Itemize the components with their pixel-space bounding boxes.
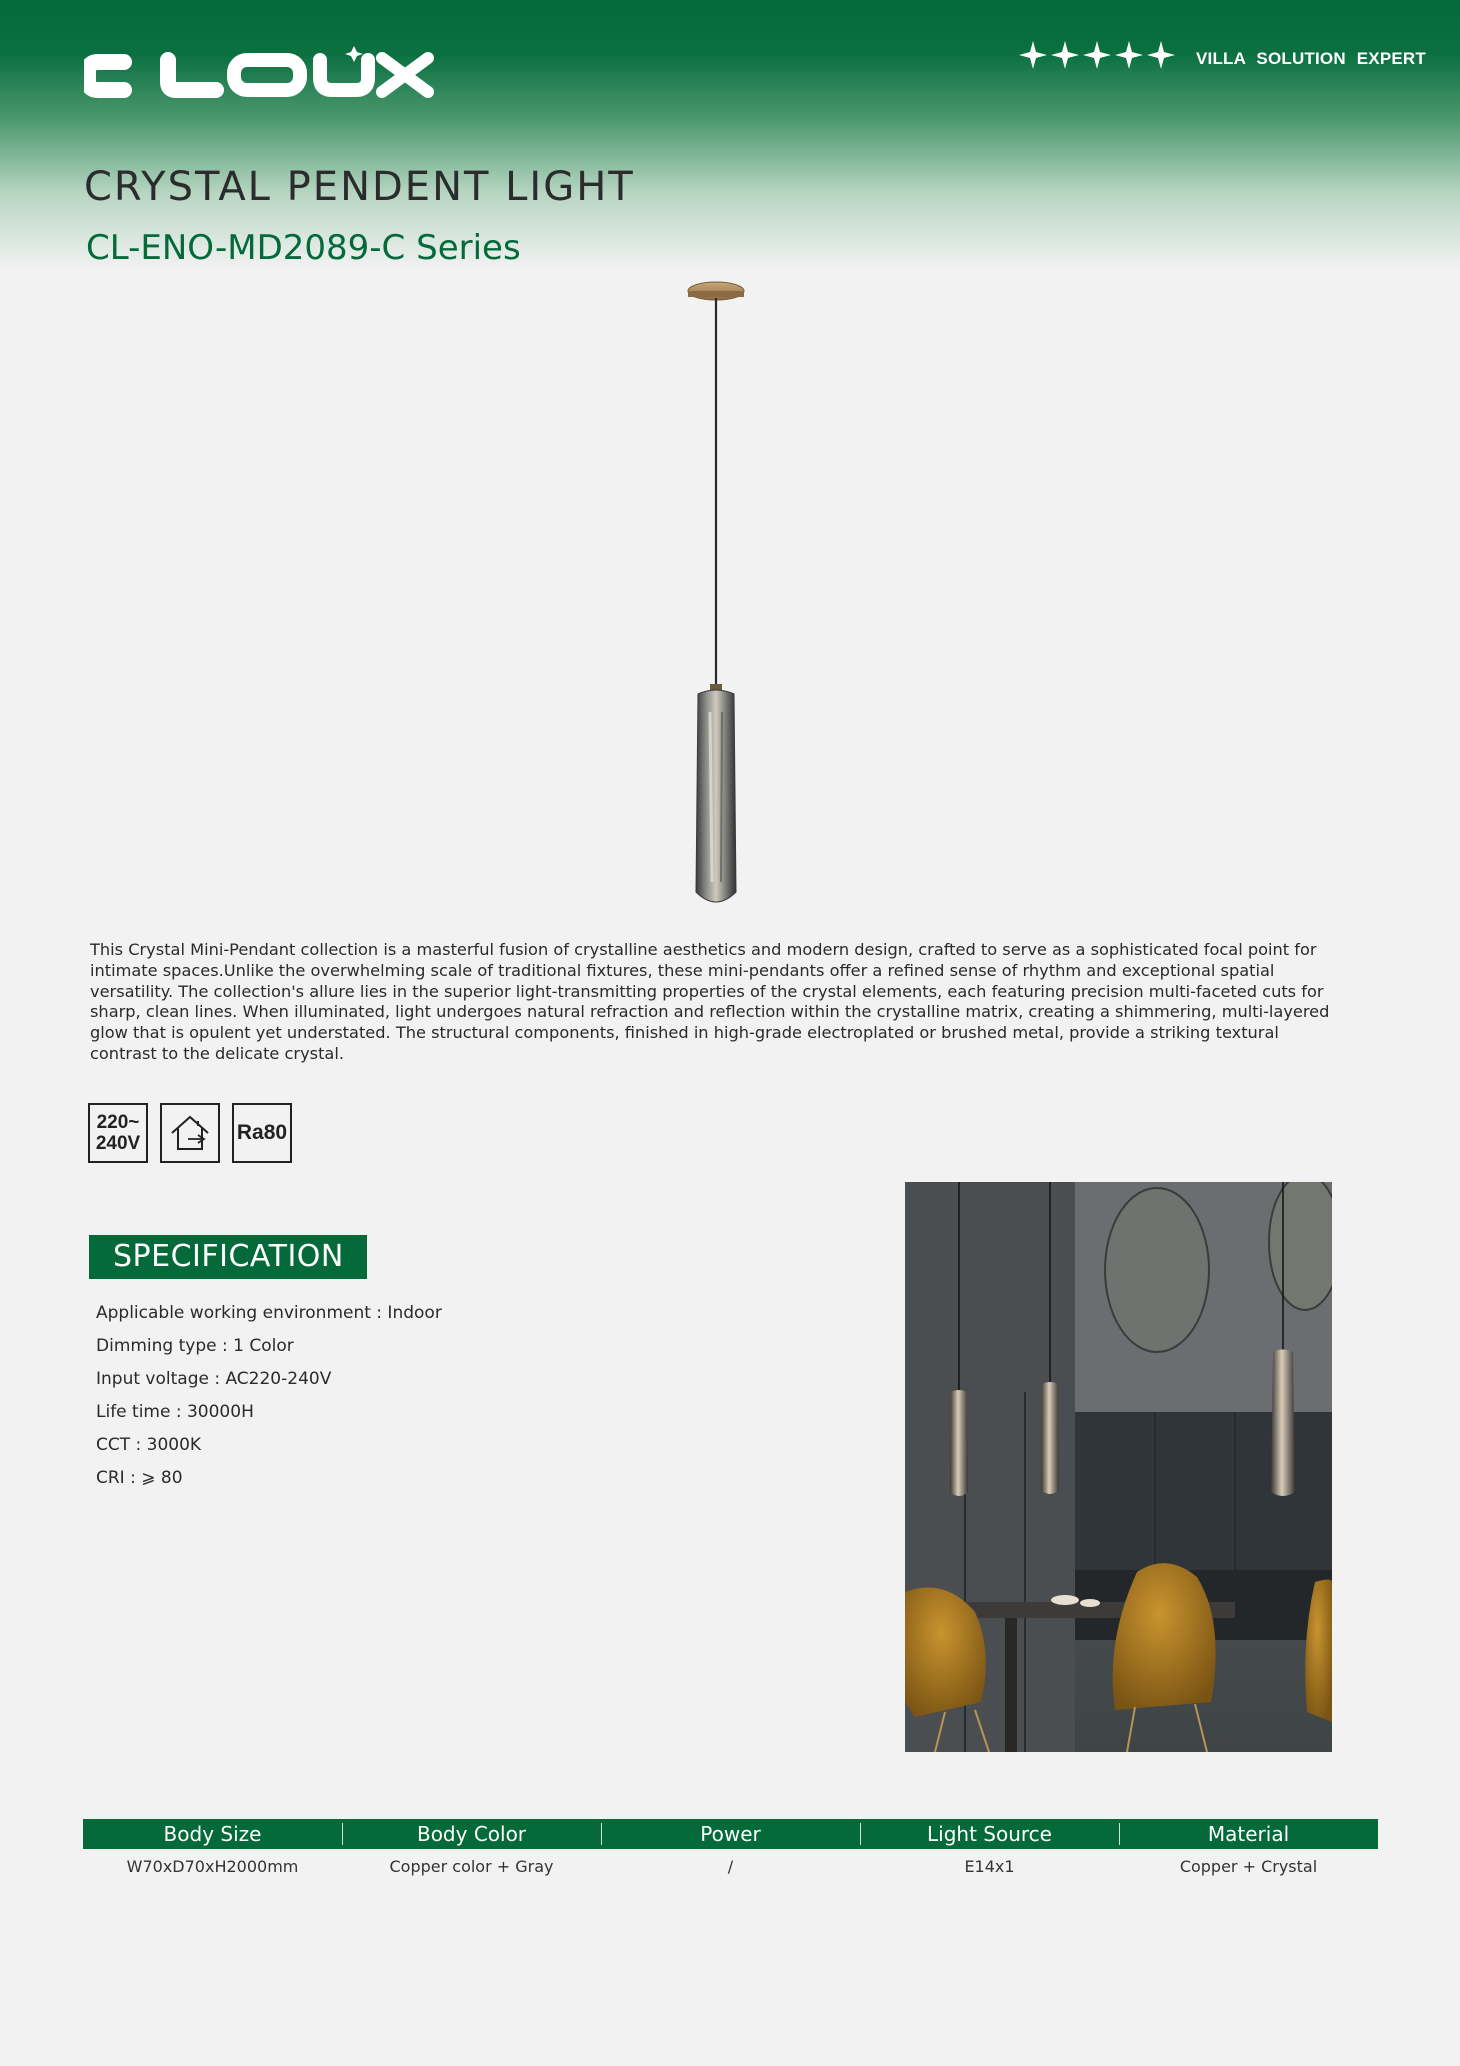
scene-photo bbox=[905, 1182, 1332, 1752]
brand-logo bbox=[84, 46, 436, 102]
star-icon bbox=[1114, 40, 1144, 70]
voltage-badge-line2: 240V bbox=[95, 1133, 141, 1154]
table-header-body-color: Body Color bbox=[342, 1819, 601, 1849]
table-header-power: Power bbox=[601, 1819, 860, 1849]
table-cell-material: Copper + Crystal bbox=[1179, 1857, 1318, 1876]
spec-item-cct: CCT : 3000K bbox=[96, 1435, 202, 1455]
table-header-light-source: Light Source bbox=[860, 1819, 1119, 1849]
table-row bbox=[83, 1849, 1378, 1885]
star-icon bbox=[1146, 40, 1176, 70]
spec-item-voltage: Input voltage : AC220-240V bbox=[96, 1369, 332, 1389]
table-cell-body-size: W70xD70xH2000mm bbox=[126, 1857, 299, 1876]
spec-table bbox=[83, 1819, 1378, 1885]
specification-heading: SPECIFICATION bbox=[89, 1235, 367, 1279]
spec-item-dimming: Dimming type : 1 Color bbox=[96, 1336, 294, 1356]
house-icon bbox=[168, 1113, 212, 1153]
rating-stars bbox=[1018, 40, 1176, 70]
voltage-badge-line1: 220~ bbox=[96, 1112, 140, 1133]
table-header-material: Material bbox=[1119, 1819, 1378, 1849]
product-title: CRYSTAL PENDENT LIGHT bbox=[84, 164, 635, 210]
brand-tagline: VILLA SOLUTION EXPERT bbox=[1196, 49, 1426, 68]
spec-item-environment: Applicable working environment : Indoor bbox=[96, 1303, 442, 1323]
spec-item-cri: CRI : ⩾ 80 bbox=[96, 1468, 183, 1488]
product-description: This Crystal Mini-Pendant collection is a masterful fusion of crystalline aesthetics and modern design, crafted to serve as a sophisticated focal point for intimate spaces.Unlike the overwhelming scale of traditional fixtures, these mini-pendants offer a refined sense of rhythm and exceptional spatial versatility. The collection's allure lies in the superior light-transmitting properties of the crystal elements, each featuring precision multi-faceted cuts for sharp, clean lines. When illuminated, light undergoes natural refraction and reflection within the crystalline matrix, creating a shimmering, multi-layered glow that is opulent yet understated. The structural components, finished in high-grade electroplated or brushed metal, provide a striking textural contrast to the delicate crystal. bbox=[90, 940, 1330, 1063]
specification-list bbox=[96, 1302, 442, 1500]
table-header-row bbox=[83, 1819, 1378, 1849]
table-cell-light-source: E14x1 bbox=[964, 1857, 1015, 1876]
feature-badges bbox=[88, 1103, 292, 1163]
voltage-badge bbox=[88, 1103, 148, 1163]
star-icon bbox=[1082, 40, 1112, 70]
product-series: CL-ENO-MD2089-C Series bbox=[86, 228, 521, 268]
cri-badge: Ra80 bbox=[232, 1103, 292, 1163]
product-image bbox=[672, 272, 782, 922]
table-header-body-size: Body Size bbox=[163, 1822, 262, 1846]
indoor-badge bbox=[160, 1103, 220, 1163]
star-icon bbox=[1018, 40, 1048, 70]
star-icon bbox=[1050, 40, 1080, 70]
spec-item-lifetime: Life time : 30000H bbox=[96, 1402, 254, 1422]
table-cell-power: / bbox=[727, 1857, 734, 1876]
table-cell-body-color: Copper color + Gray bbox=[389, 1857, 554, 1876]
